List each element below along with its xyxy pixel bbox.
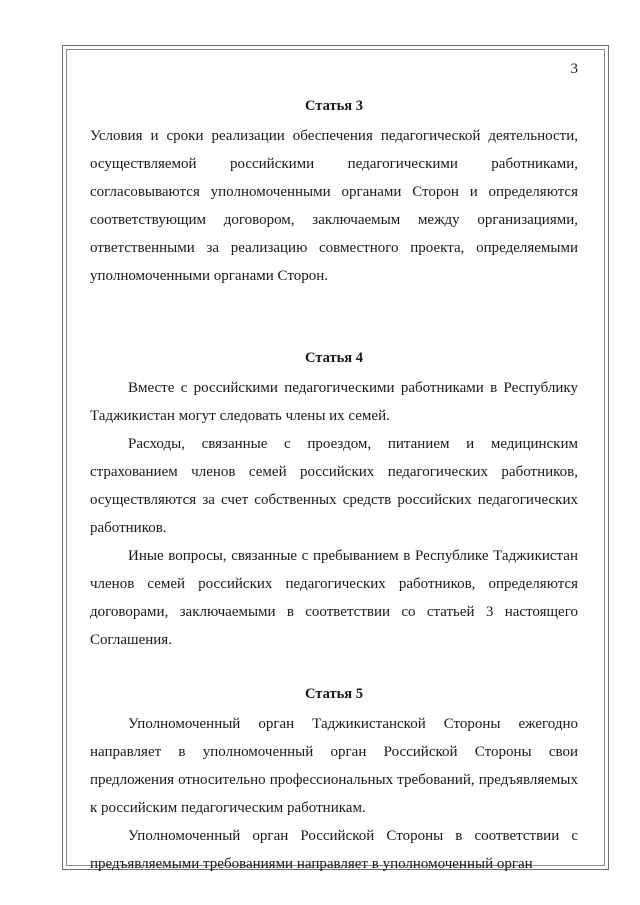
document-body (90, 60, 578, 878)
article-5-paragraph-2: Уполномоченный орган Российской Стороны в соответствии с предъявляемыми требованиями направляет в уполномоченный орган (90, 828, 578, 872)
article-5 (90, 684, 578, 878)
article-4-heading: Статья 4 (305, 350, 363, 366)
article-5-paragraph-1: Уполномоченный орган Таджикистанской Стороны ежегодно направляет в уполномоченный орган Российской Стороны свои предложения относительно профессиональных требований, предъявляемых к российским педагогическим работникам. (90, 716, 578, 816)
article-4-paragraph-3: Иные вопросы, связанные с пребыванием в Республике Таджикистан членов семей российских педагогических работников, определяются договорами, заключаемыми в соответствии со статьей 3 настоящего Соглашения. (90, 548, 578, 648)
article-4-paragraph-1: Вместе с российскими педагогическими работниками в Республику Таджикистан могут следовать члены их семей. (90, 380, 578, 424)
page-number: 3 (570, 61, 578, 77)
article-5-heading: Статья 5 (305, 686, 363, 702)
article-4 (90, 348, 578, 654)
article-4-paragraph-2: Расходы, связанные с проездом, питанием и медицинским страхованием членов семей российских педагогических работников, осуществляются за счет собственных средств российских педагогических работников. (90, 436, 578, 536)
article-3-paragraph-1: Условия и сроки реализации обеспечения педагогической деятельности, осуществляемой российскими педагогическими работниками, согласовываются уполномоченными органами Сторон и определяются соответствующим договором, заключаемым между организациями, ответственными за реализацию совместного проекта, определяемыми уполномоченными органами Сторон. (90, 128, 578, 284)
article-3 (90, 96, 578, 290)
article-3-heading: Статья 3 (305, 98, 363, 114)
